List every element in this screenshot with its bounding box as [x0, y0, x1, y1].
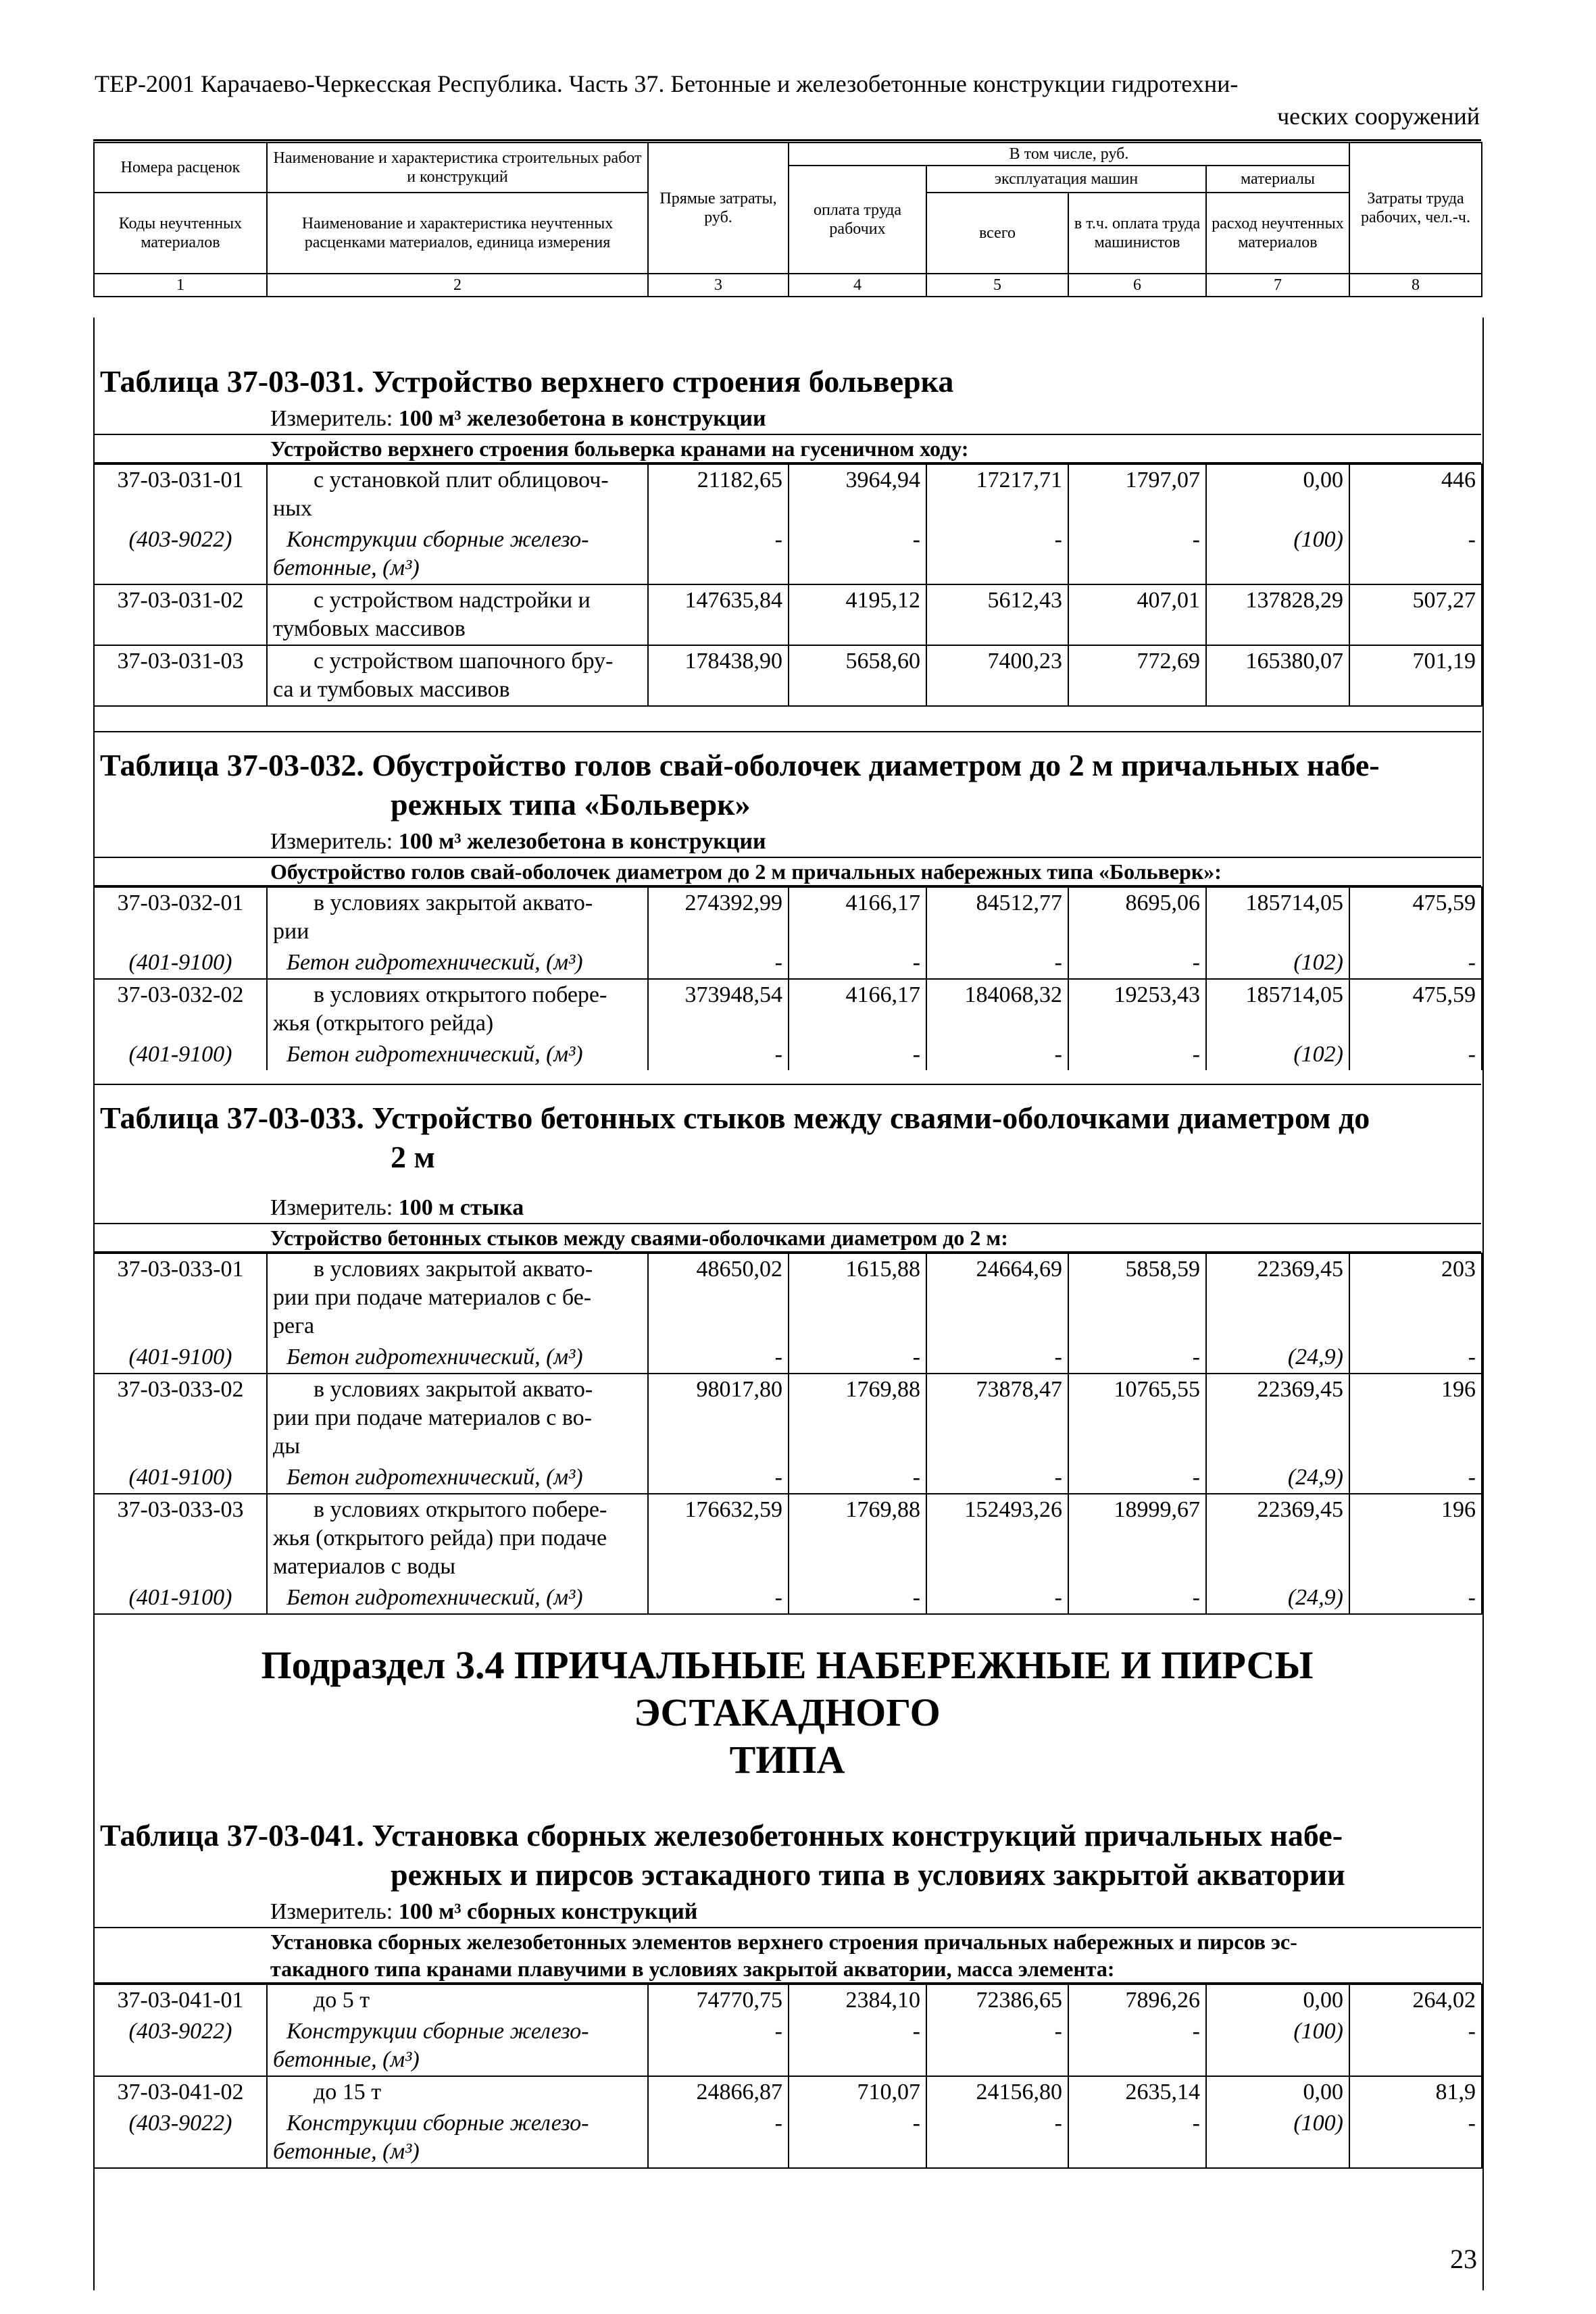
rate-name-line: до 5 т — [314, 1988, 370, 2013]
col-header-material-codes: Коды неучтенных материалов — [94, 193, 267, 274]
labor-hours: - — [1349, 1582, 1482, 1614]
table-row — [94, 2016, 1482, 2076]
rate-name-line: ды — [273, 1434, 301, 1459]
rate-code: 37-03-033-01 — [94, 1253, 267, 1342]
labor-hours: 203 — [1349, 1253, 1482, 1342]
operator-wages: 19253,43 — [1068, 979, 1206, 1039]
table-title-line: Таблица 37-03-041. Установка сборных железобетонных конструкций причальных набе- — [100, 1818, 1343, 1853]
direct-cost: 98017,80 — [648, 1374, 789, 1462]
machines-total: - — [926, 1582, 1068, 1614]
col-header-direct-costs: Прямые затраты, руб. — [648, 143, 789, 274]
rate-name — [267, 887, 648, 947]
table-row — [94, 1462, 1482, 1494]
operator-wages: - — [1068, 524, 1206, 584]
rate-name — [267, 1494, 648, 1582]
labor-hours: - — [1349, 1342, 1482, 1374]
operator-wages: 772,69 — [1068, 645, 1206, 706]
material-name-line: бетонные, (м³) — [273, 555, 420, 580]
col-header-machines: эксплуатация машин — [926, 166, 1206, 193]
material-use: 22369,45 — [1206, 1253, 1349, 1342]
direct-cost: - — [648, 2108, 789, 2168]
table-title-line: режных типа «Больверк» — [391, 787, 751, 822]
operator-wages: - — [1068, 1342, 1206, 1374]
col-header-machines-total: всего — [926, 193, 1068, 274]
rate-code: 37-03-041-01 — [94, 1984, 267, 2016]
wages: 1769,88 — [789, 1374, 926, 1462]
wages: - — [789, 1342, 926, 1374]
subsection-heading-line: Подраздел 3.4 ПРИЧАЛЬНЫЕ НАБЕРЕЖНЫЕ И ПИРСЫ ЭСТАКАДНОГО — [261, 1643, 1314, 1734]
rate-name-line: с устройством надстройки и — [314, 588, 591, 613]
wages: - — [789, 947, 926, 979]
col-header-materials: материалы — [1206, 166, 1349, 193]
rate-name — [267, 1984, 648, 2016]
direct-cost: 74770,75 — [648, 1984, 789, 2016]
rate-name — [267, 1374, 648, 1462]
rate-name-line: ных — [273, 496, 313, 521]
operator-wages: - — [1068, 1039, 1206, 1070]
operator-wages: - — [1068, 2016, 1206, 2076]
wages: - — [789, 2108, 926, 2168]
table-title — [93, 1811, 1481, 1897]
wages: - — [789, 1462, 926, 1494]
wages: 2384,10 — [789, 1984, 926, 2016]
rate-name-line: в условиях закрытой аквато- — [314, 1377, 593, 1402]
material-name-line: Конструкции сборные железо- — [286, 527, 589, 552]
table-title-line: Таблица 37-03-032. Обустройство голов свай-оболочек диаметром до 2 м причальных набе- — [100, 748, 1380, 782]
machines-total: 7400,23 — [926, 645, 1068, 706]
header-line-1: ТЕР-2001 Карачаево-Черкесская Республика. Часть 37. Бетонные и железобетонные конструкции гидротехни- — [95, 70, 1239, 97]
direct-cost: 24866,87 — [648, 2076, 789, 2108]
rate-name-line: в условиях закрытой аквато- — [314, 890, 593, 915]
rates-table — [93, 1253, 1482, 1615]
rate-name-line: в условиях открытого побере- — [314, 982, 607, 1007]
measure-label: Измеритель: — [270, 829, 393, 854]
labor-hours: 475,59 — [1349, 887, 1482, 947]
rate-name — [267, 645, 648, 706]
material-name-line: Конструкции сборные железо- — [286, 2111, 589, 2136]
material-code: (403-9022) — [94, 2108, 267, 2168]
direct-cost: 147635,84 — [648, 584, 789, 645]
rates-table — [93, 886, 1482, 1070]
table-row — [94, 1039, 1482, 1070]
material-name-line: Бетон гидротехнический, (м³) — [286, 1344, 583, 1369]
table-row — [94, 887, 1482, 947]
subsection-heading — [93, 1615, 1481, 1811]
wages: 1615,88 — [789, 1253, 926, 1342]
table-title-line: режных и пирсов эстакадного типа в условиях закрытой акватории — [391, 1857, 1345, 1892]
table-row — [94, 2108, 1482, 2168]
direct-cost: 21182,65 — [648, 464, 789, 524]
col-header-numbers: Номера расценок — [94, 143, 267, 193]
col-num-7: 7 — [1206, 274, 1349, 297]
material-name-line: бетонные, (м³) — [273, 2047, 420, 2072]
material-use: (100) — [1206, 2108, 1349, 2168]
material-code: (401-9100) — [94, 1342, 267, 1374]
labor-hours: 264,02 — [1349, 1984, 1482, 2016]
measure-label: Измеритель: — [270, 406, 393, 431]
rate-name — [267, 584, 648, 645]
material-use: 0,00 — [1206, 1984, 1349, 2016]
labor-hours: - — [1349, 1039, 1482, 1070]
rate-name-line: с устройством шапочного бру- — [314, 649, 614, 674]
rate-name-line: рега — [273, 1313, 315, 1338]
material-use: (24,9) — [1206, 1582, 1349, 1614]
material-use: 165380,07 — [1206, 645, 1349, 706]
labor-hours: - — [1349, 947, 1482, 979]
material-use: 0,00 — [1206, 464, 1349, 524]
machines-total: 24664,69 — [926, 1253, 1068, 1342]
wages: - — [789, 1039, 926, 1070]
rate-name-line: тумбовых массивов — [273, 616, 466, 641]
measure — [93, 827, 1481, 858]
subheading: Обустройство голов свай-оболочек диаметром до 2 м причальных набережных типа «Больверк»: — [93, 858, 1481, 886]
labor-hours: 446 — [1349, 464, 1482, 524]
labor-hours: - — [1349, 2016, 1482, 2076]
material-use: 0,00 — [1206, 2076, 1349, 2108]
operator-wages: 7896,26 — [1068, 1984, 1206, 2016]
table-row — [94, 947, 1482, 979]
machines-total: - — [926, 947, 1068, 979]
material-name-line: бетонные, (м³) — [273, 2139, 420, 2164]
wages: - — [789, 2016, 926, 2076]
table-row — [94, 1582, 1482, 1614]
material-use: (102) — [1206, 947, 1349, 979]
wages: - — [789, 1582, 926, 1614]
material-code: (401-9100) — [94, 1582, 267, 1614]
direct-cost: 176632,59 — [648, 1494, 789, 1582]
operator-wages: - — [1068, 1462, 1206, 1494]
table-row — [94, 1342, 1482, 1374]
operator-wages: 5858,59 — [1068, 1253, 1206, 1342]
material-code: (403-9022) — [94, 2016, 267, 2076]
table-37-03-041 — [93, 1811, 1481, 2169]
direct-cost: 274392,99 — [648, 887, 789, 947]
subheading-line: Установка сборных железобетонных элементов верхнего строения причальных набережных и пирсов эс- — [270, 1930, 1297, 1954]
subsection-heading-line: ТИПА — [729, 1738, 845, 1782]
machines-total: 17217,71 — [926, 464, 1068, 524]
rate-name — [267, 1253, 648, 1342]
subheading: Устройство верхнего строения больверка кранами на гусеничном ходу: — [93, 435, 1481, 463]
rate-name — [267, 464, 648, 524]
col-header-operator-wages: в т.ч. оплата труда машинистов — [1068, 193, 1206, 274]
rate-code: 37-03-031-03 — [94, 645, 267, 706]
machines-total: 184068,32 — [926, 979, 1068, 1039]
table-37-03-032 — [93, 731, 1481, 1070]
table-row — [94, 2076, 1482, 2108]
table-title-line: Таблица 37-03-033. Устройство бетонных стыков между сваями-оболочками диаметром до — [100, 1101, 1370, 1135]
table-37-03-033 — [93, 1084, 1481, 1615]
table-row — [94, 1494, 1482, 1582]
labor-hours: 701,19 — [1349, 645, 1482, 706]
material-code: (401-9100) — [94, 1462, 267, 1494]
col-header-including: В том числе, руб. — [789, 143, 1349, 166]
measure — [93, 1193, 1481, 1224]
measure-label: Измеритель: — [270, 1899, 393, 1924]
col-header-material-name: Наименование и характеристика неучтенных расценками материалов, единица измерения — [267, 193, 648, 274]
material-name — [267, 1342, 648, 1374]
material-name — [267, 1462, 648, 1494]
operator-wages: - — [1068, 2108, 1206, 2168]
subheading: Устройство бетонных стыков между сваями-оболочками диаметром до 2 м: — [93, 1224, 1481, 1253]
operator-wages: 407,01 — [1068, 584, 1206, 645]
material-name-line: Бетон гидротехнический, (м³) — [286, 950, 583, 975]
material-code: (403-9022) — [94, 524, 267, 584]
rates-table — [93, 463, 1482, 707]
measure-value: 100 м³ железобетона в конструкции — [398, 406, 766, 431]
wages: 3964,94 — [789, 464, 926, 524]
operator-wages: 8695,06 — [1068, 887, 1206, 947]
rates-table — [93, 1984, 1482, 2169]
material-use: (24,9) — [1206, 1462, 1349, 1494]
operator-wages: 1797,07 — [1068, 464, 1206, 524]
operator-wages: 10765,55 — [1068, 1374, 1206, 1462]
material-name-line: Конструкции сборные железо- — [286, 2019, 589, 2044]
material-name — [267, 1582, 648, 1614]
rate-name-line: рии при подаче материалов с во- — [273, 1405, 592, 1430]
wages: 1769,88 — [789, 1494, 926, 1582]
table-title-line: 2 м — [391, 1140, 435, 1174]
header-rule — [93, 139, 1481, 141]
machines-total: - — [926, 2108, 1068, 2168]
table-title — [93, 1085, 1481, 1180]
machines-total: 152493,26 — [926, 1494, 1068, 1582]
operator-wages: - — [1068, 1582, 1206, 1614]
col-num-2: 2 — [267, 274, 648, 297]
operator-wages: - — [1068, 947, 1206, 979]
col-header-labor: Затраты труда рабочих, чел.-ч. — [1349, 143, 1482, 274]
rate-name-line: рии — [273, 919, 309, 944]
rate-code: 37-03-031-01 — [94, 464, 267, 524]
table-row — [94, 584, 1482, 645]
labor-hours: - — [1349, 524, 1482, 584]
material-code: (401-9100) — [94, 947, 267, 979]
rate-name — [267, 979, 648, 1039]
labor-hours: - — [1349, 1462, 1482, 1494]
machines-total: 73878,47 — [926, 1374, 1068, 1462]
wages: - — [789, 524, 926, 584]
table-row — [94, 645, 1482, 706]
material-use: 22369,45 — [1206, 1494, 1349, 1582]
table-title — [93, 732, 1481, 827]
labor-hours: 81,9 — [1349, 2076, 1482, 2108]
table-37-03-031 — [93, 318, 1481, 707]
col-header-material-use: расход неучтенных материалов — [1206, 193, 1349, 274]
rate-code: 37-03-033-02 — [94, 1374, 267, 1462]
rate-name-line: жья (открытого рейда) при подаче — [273, 1526, 607, 1551]
labor-hours: 475,59 — [1349, 979, 1482, 1039]
table-row — [94, 1984, 1482, 2016]
table-row — [94, 1374, 1482, 1462]
material-name-line: Бетон гидротехнический, (м³) — [286, 1585, 583, 1610]
rate-name-line: жья (открытого рейда) — [273, 1011, 494, 1036]
rate-code: 37-03-032-01 — [94, 887, 267, 947]
col-num-1: 1 — [94, 274, 267, 297]
material-use: (100) — [1206, 524, 1349, 584]
col-num-6: 6 — [1068, 274, 1206, 297]
material-name-line: Бетон гидротехнический, (м³) — [286, 1465, 583, 1490]
measure-value: 100 м³ железобетона в конструкции — [398, 829, 766, 854]
rate-code: 37-03-041-02 — [94, 2076, 267, 2108]
operator-wages: 18999,67 — [1068, 1494, 1206, 1582]
document-body — [93, 318, 1481, 2311]
rate-name-line: до 15 т — [314, 2080, 382, 2105]
running-header — [95, 68, 1480, 132]
table-title: Таблица 37-03-031. Устройство верхнего строения больверка — [100, 364, 954, 399]
machines-total: - — [926, 2016, 1068, 2076]
table-row — [94, 524, 1482, 584]
col-num-3: 3 — [648, 274, 789, 297]
col-num-5: 5 — [926, 274, 1068, 297]
material-name-line: Бетон гидротехнический, (м³) — [286, 1042, 583, 1067]
col-header-wages: оплата труда рабочих — [789, 166, 926, 274]
machines-total: - — [926, 524, 1068, 584]
col-header-work-name: Наименование и характеристика строительных работ и конструкций — [267, 143, 648, 193]
material-use: 185714,05 — [1206, 887, 1349, 947]
direct-cost: - — [648, 2016, 789, 2076]
material-name — [267, 1039, 648, 1070]
direct-cost: - — [648, 1462, 789, 1494]
machines-total: 5612,43 — [926, 584, 1068, 645]
rate-code: 37-03-031-02 — [94, 584, 267, 645]
header-line-2: ческих сооружений — [1277, 103, 1480, 130]
wages: 5658,60 — [789, 645, 926, 706]
material-code: (401-9100) — [94, 1039, 267, 1070]
rate-code: 37-03-033-03 — [94, 1494, 267, 1582]
direct-cost: 373948,54 — [648, 979, 789, 1039]
column-header-table — [93, 142, 1481, 297]
material-use: (24,9) — [1206, 1342, 1349, 1374]
rate-name — [267, 2076, 648, 2108]
rate-code: 37-03-032-02 — [94, 979, 267, 1039]
rate-name-line: рии при подаче материалов с бе- — [273, 1285, 592, 1310]
rate-name-line: са и тумбовых массивов — [273, 677, 510, 702]
machines-total: - — [926, 1039, 1068, 1070]
direct-cost: 48650,02 — [648, 1253, 789, 1342]
rate-name-line: в условиях закрытой аквато- — [314, 1257, 593, 1282]
page-number: 23 — [1450, 2244, 1477, 2274]
rate-name-line: с установкой плит облицовоч- — [314, 468, 609, 493]
direct-cost: - — [648, 524, 789, 584]
material-use: 185714,05 — [1206, 979, 1349, 1039]
subheading-line: такадного типа кранами плавучими в условиях закрытой акватории, масса элемента: — [270, 1957, 1115, 1981]
rate-name-line: в условиях открытого побере- — [314, 1497, 607, 1522]
labor-hours: 196 — [1349, 1374, 1482, 1462]
measure — [93, 404, 1481, 435]
measure — [93, 1897, 1481, 1928]
wages: 4195,12 — [789, 584, 926, 645]
labor-hours: - — [1349, 2108, 1482, 2168]
machines-total: - — [926, 1462, 1068, 1494]
material-use: 137828,29 — [1206, 584, 1349, 645]
rate-name-line: материалов с воды — [273, 1554, 456, 1579]
material-use: (102) — [1206, 1039, 1349, 1070]
table-row — [94, 1253, 1482, 1342]
material-name — [267, 2016, 648, 2076]
subheading — [93, 1928, 1481, 1984]
operator-wages: 2635,14 — [1068, 2076, 1206, 2108]
table-row — [94, 464, 1482, 524]
measure-value: 100 м³ сборных конструкций — [398, 1899, 698, 1924]
direct-cost: - — [648, 947, 789, 979]
labor-hours: 196 — [1349, 1494, 1482, 1582]
direct-cost: - — [648, 1342, 789, 1374]
col-num-8: 8 — [1349, 274, 1482, 297]
machines-total: 84512,77 — [926, 887, 1068, 947]
col-num-4: 4 — [789, 274, 926, 297]
direct-cost: - — [648, 1582, 789, 1614]
measure-value: 100 м стыка — [398, 1195, 524, 1220]
wages: 710,07 — [789, 2076, 926, 2108]
direct-cost: - — [648, 1039, 789, 1070]
material-use: 22369,45 — [1206, 1374, 1349, 1462]
measure-label: Измеритель: — [270, 1195, 393, 1220]
machines-total: 72386,65 — [926, 1984, 1068, 2016]
material-name — [267, 524, 648, 584]
machines-total: 24156,80 — [926, 2076, 1068, 2108]
material-use: (100) — [1206, 2016, 1349, 2076]
labor-hours: 507,27 — [1349, 584, 1482, 645]
material-name — [267, 2108, 648, 2168]
table-row — [94, 979, 1482, 1039]
machines-total: - — [926, 1342, 1068, 1374]
material-name — [267, 947, 648, 979]
wages: 4166,17 — [789, 979, 926, 1039]
direct-cost: 178438,90 — [648, 645, 789, 706]
wages: 4166,17 — [789, 887, 926, 947]
